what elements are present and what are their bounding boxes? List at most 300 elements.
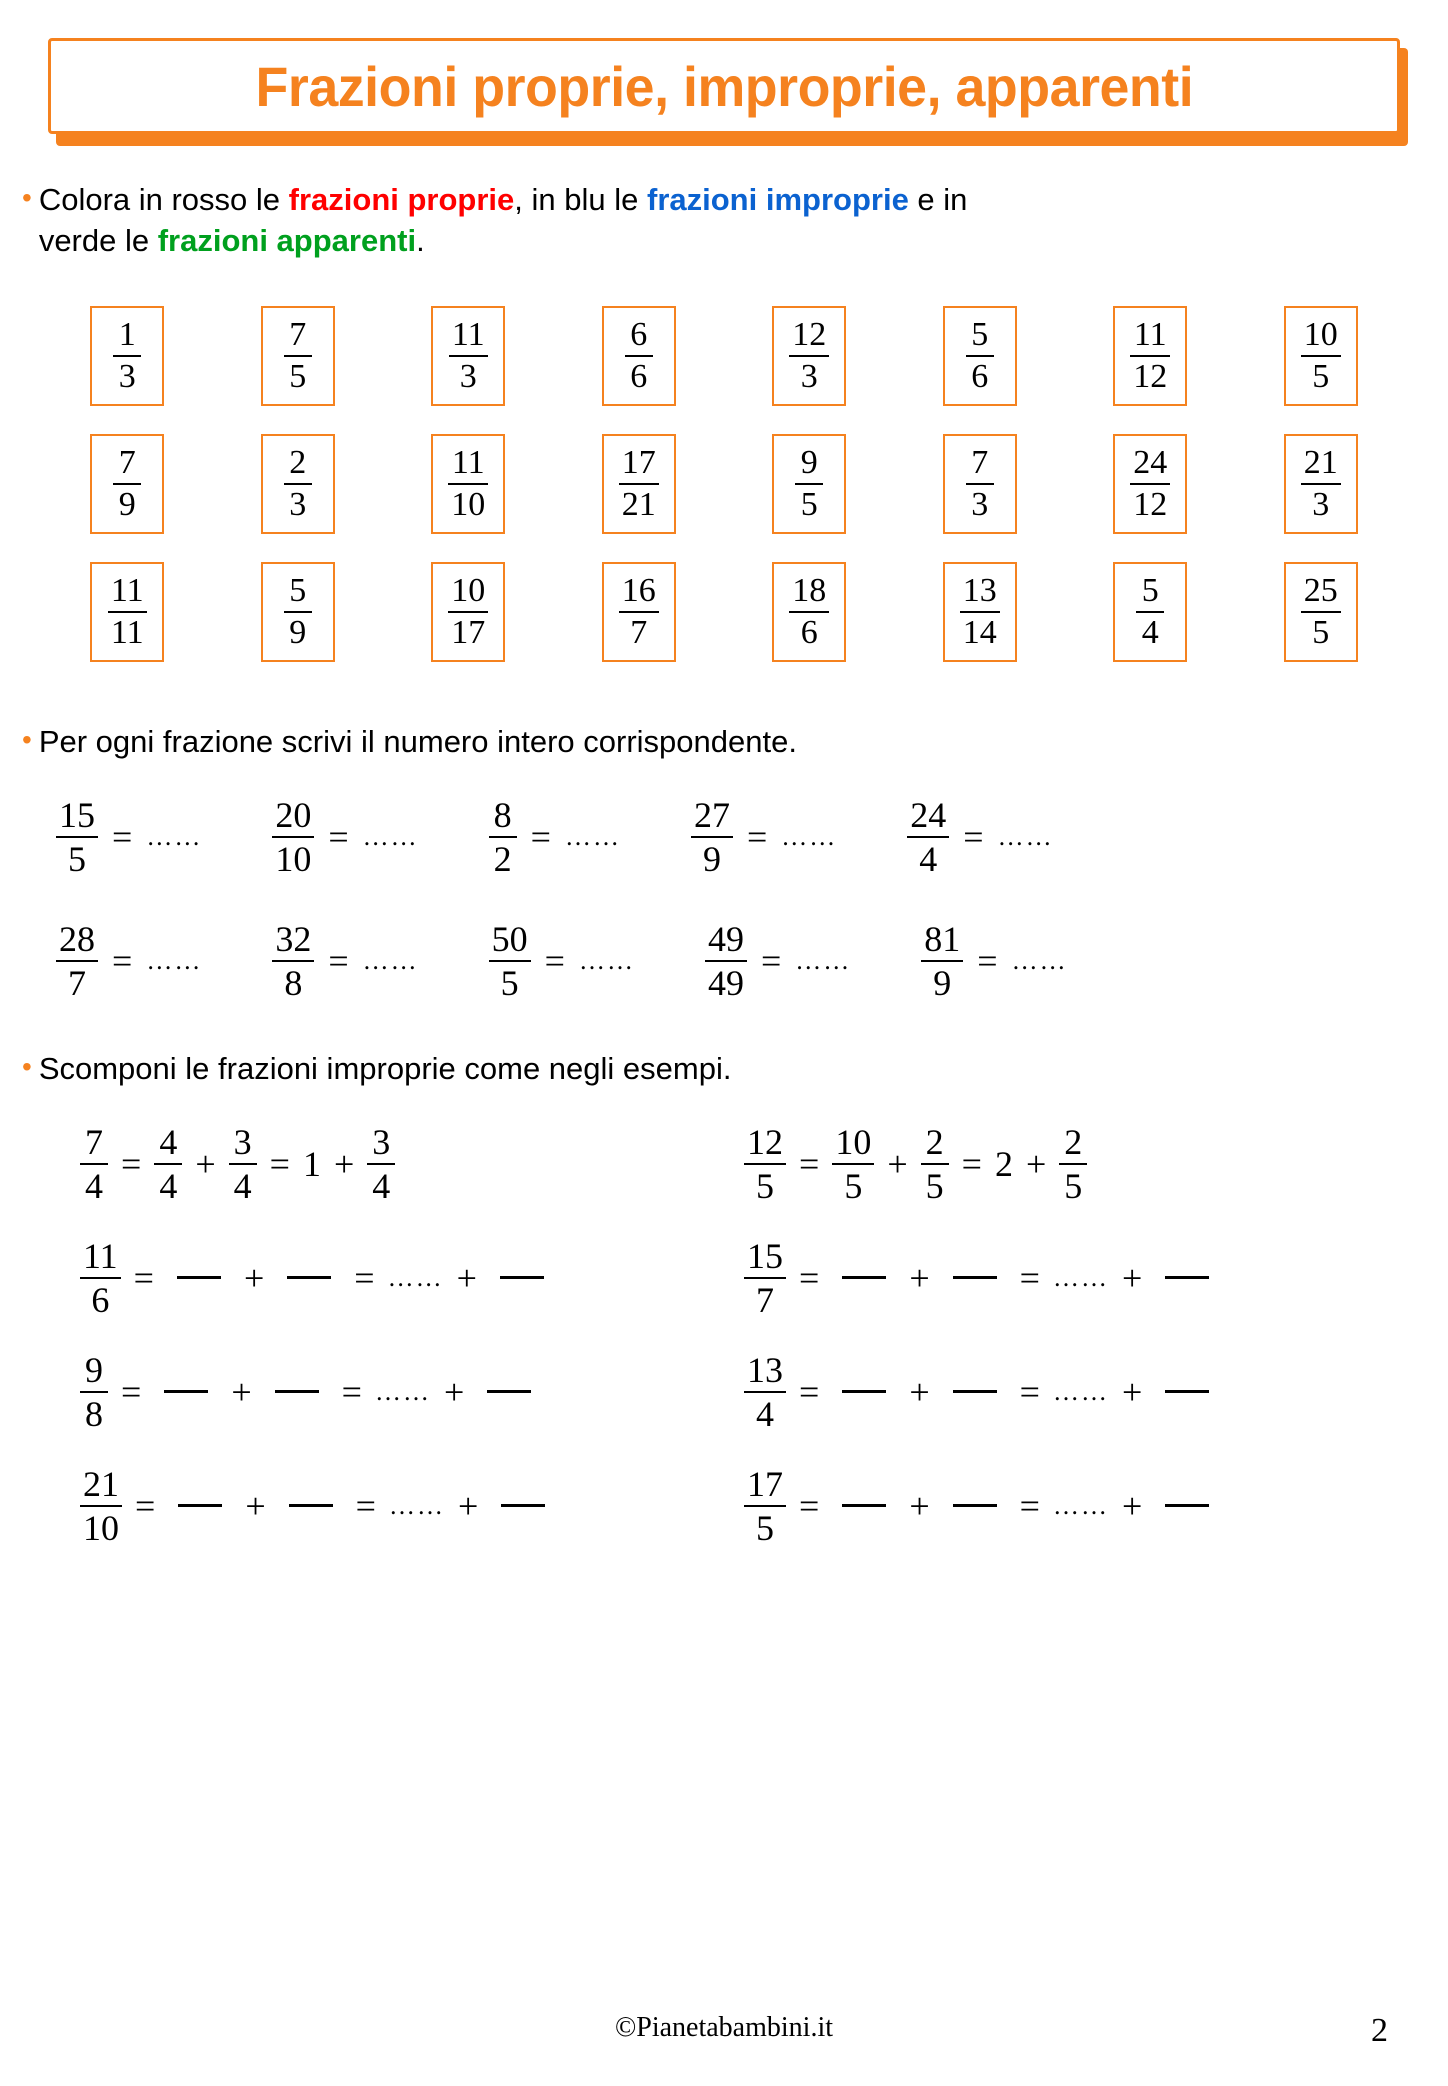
fraction-bar (744, 1391, 786, 1393)
equals-sign: = (328, 940, 349, 981)
bullet-icon: • (22, 1050, 32, 1082)
fraction-numerator: 13 (962, 571, 997, 609)
fraction-denominator: 4 (372, 1165, 391, 1206)
equals-sign: = (341, 1371, 362, 1412)
fraction-box[interactable] (602, 562, 676, 662)
exercise2-item (489, 794, 621, 879)
decomposition-example-row (80, 1121, 744, 1206)
fraction-box[interactable] (1284, 562, 1358, 662)
equals-sign: = (799, 1371, 820, 1412)
fraction-denominator: 9 (118, 485, 136, 523)
equals-sign: = (760, 940, 782, 981)
fraction-denominator: 9 (933, 962, 952, 1003)
fraction (489, 794, 517, 879)
decomposition-example-row (744, 1121, 1408, 1206)
fraction-bar (921, 1163, 949, 1165)
answer-blank[interactable]: …… (1011, 945, 1068, 975)
fraction-bar (113, 355, 141, 357)
plus-sign: + (1121, 1485, 1143, 1526)
equals-sign: = (112, 940, 133, 981)
footer-credit: ©Pianetabambini.it (614, 2012, 833, 2043)
fraction-denominator: 4 (919, 838, 938, 879)
fraction-box[interactable] (602, 306, 676, 406)
fraction-denominator: 6 (630, 357, 648, 395)
fraction (56, 918, 98, 1003)
blank-whole-number[interactable]: …… (1052, 1262, 1109, 1292)
fraction (272, 794, 314, 879)
fraction-box[interactable] (772, 562, 846, 662)
exercise2-item (489, 918, 635, 1003)
fraction-bar (907, 836, 949, 838)
fraction-bar (154, 1163, 182, 1165)
blank-fraction-2[interactable] (275, 1390, 319, 1393)
exercise1-instruction (22, 180, 1362, 262)
page-number: 2 (1371, 2012, 1388, 2049)
blank-whole-number[interactable]: …… (387, 1262, 444, 1292)
fraction (113, 443, 141, 523)
fraction (832, 1121, 874, 1206)
fraction-box[interactable] (431, 562, 505, 662)
answer-blank[interactable]: …… (781, 821, 838, 851)
answer-blank[interactable]: …… (362, 821, 419, 851)
fraction (448, 571, 488, 651)
instr1-proprie: frazioni proprie (288, 182, 515, 217)
exercise2-row (56, 794, 1448, 879)
fraction (80, 1235, 121, 1320)
bullet-icon: • (22, 182, 32, 213)
fraction-bar (489, 960, 531, 962)
fraction-numerator: 2 (925, 1121, 944, 1162)
fraction-bar (1130, 483, 1170, 485)
fraction-denominator: 7 (68, 962, 86, 1003)
fraction (619, 443, 659, 523)
exercise2-row (56, 918, 1448, 1003)
equals-sign: = (354, 1257, 375, 1298)
fraction (1136, 571, 1164, 651)
fraction-bar (367, 1163, 395, 1165)
fraction (449, 315, 488, 395)
exercise2-item (705, 918, 852, 1003)
answer-blank[interactable]: …… (578, 945, 635, 975)
fraction-denominator: 4 (1141, 613, 1159, 651)
fraction (284, 315, 312, 395)
fraction-bar (1136, 611, 1164, 613)
instr1-improprie: frazioni improprie (647, 182, 909, 217)
fraction-bar (744, 1505, 786, 1507)
fraction-box[interactable] (1284, 434, 1358, 534)
blank-whole-number[interactable]: …… (1052, 1490, 1109, 1520)
fraction-numerator: 32 (275, 918, 312, 959)
fraction-bar (789, 355, 829, 357)
equals-sign: = (328, 816, 349, 857)
exercise2-rows (0, 794, 1448, 1003)
fraction-denominator: 5 (756, 1165, 774, 1206)
fraction (744, 1121, 786, 1206)
equals-sign: = (530, 816, 551, 857)
fraction-denominator: 10 (275, 838, 312, 879)
fraction-denominator: 7 (756, 1279, 774, 1320)
instr1-part8: . (416, 222, 425, 258)
fraction-box[interactable] (1113, 306, 1187, 406)
blank-fraction-3[interactable] (487, 1390, 531, 1393)
equals-sign: = (1019, 1371, 1040, 1412)
plus-sign: + (231, 1371, 252, 1412)
fraction-numerator: 1 (118, 315, 136, 353)
fraction-denominator: 12 (1133, 357, 1168, 395)
footer (0, 2012, 1448, 2044)
fraction-bar (705, 960, 747, 962)
fraction (960, 571, 1000, 651)
fraction (1301, 315, 1341, 395)
fraction-denominator: 4 (756, 1393, 774, 1434)
fraction (921, 1121, 949, 1206)
decomposition-blank-row (80, 1463, 744, 1548)
fraction-box-grid (42, 306, 1406, 662)
fraction-denominator: 5 (1312, 613, 1330, 651)
fraction-bar (795, 483, 823, 485)
blank-fraction-3[interactable] (1165, 1390, 1209, 1393)
decomposition-grid (80, 1121, 1408, 1548)
fraction (1059, 1121, 1087, 1206)
fraction-numerator: 10 (835, 1121, 872, 1162)
fraction-denominator: 5 (1064, 1165, 1083, 1206)
fraction (284, 571, 312, 651)
fraction (1301, 571, 1341, 651)
instr1-apparenti: frazioni apparenti (157, 222, 417, 258)
fraction (619, 571, 659, 651)
fraction-numerator: 18 (792, 571, 827, 609)
fraction (744, 1235, 786, 1320)
fraction-box[interactable] (943, 562, 1017, 662)
fraction-bar (966, 355, 994, 357)
plus-sign: + (333, 1143, 355, 1184)
fraction-denominator: 3 (118, 357, 136, 395)
fraction-bar (284, 355, 312, 357)
exercise2-instruction-text: Per ogni frazione scrivi il numero intero corrispondente. (38, 723, 797, 759)
blank-whole-number[interactable]: …… (1052, 1376, 1109, 1406)
instr1-part5: e in (908, 182, 968, 217)
instr1-part1: Colora in rosso le (38, 182, 289, 217)
decomposition-blank-row (80, 1349, 744, 1434)
fraction-bar (489, 836, 517, 838)
fraction-denominator: 11 (110, 613, 144, 651)
fraction-bar (960, 611, 1000, 613)
fraction (966, 315, 994, 395)
fraction-bar (789, 611, 829, 613)
equals-sign: = (977, 940, 998, 981)
plus-sign: + (909, 1371, 930, 1412)
fraction-box[interactable] (90, 562, 164, 662)
fraction-bar (284, 611, 312, 613)
fraction-bar (56, 960, 98, 962)
fraction-bar (80, 1505, 122, 1507)
blank-fraction-1[interactable] (842, 1276, 886, 1279)
fraction (80, 1463, 122, 1548)
plus-sign: + (195, 1143, 216, 1184)
fraction-box[interactable] (772, 306, 846, 406)
fraction-numerator: 12 (747, 1121, 783, 1162)
fraction-bar (744, 1163, 786, 1165)
equals-sign: = (746, 816, 768, 857)
fraction-denominator: 5 (844, 1165, 863, 1206)
plus-sign: + (443, 1371, 465, 1412)
fraction-bar (284, 483, 312, 485)
fraction-box[interactable] (90, 434, 164, 534)
fraction-denominator: 6 (800, 613, 818, 651)
fraction-denominator: 5 (1312, 357, 1330, 395)
fraction-numerator: 5 (971, 315, 989, 353)
blank-fraction-2[interactable] (953, 1276, 997, 1279)
fraction (489, 918, 531, 1003)
fraction-numerator: 12 (792, 315, 827, 353)
blank-fraction-1[interactable] (164, 1390, 208, 1393)
instr1-part3: , in blu le (514, 182, 647, 217)
plus-sign: + (909, 1485, 930, 1526)
instr1-part6: verde le (38, 222, 158, 258)
fraction-denominator: 8 (85, 1393, 103, 1434)
fraction-box[interactable] (943, 306, 1017, 406)
exercise2-instruction (22, 722, 1362, 763)
fraction-numerator: 2 (289, 443, 307, 481)
blank-fraction-1[interactable] (842, 1390, 886, 1393)
answer-blank[interactable]: …… (795, 945, 852, 975)
fraction-denominator: 5 (289, 357, 307, 395)
blank-fraction-2[interactable] (953, 1390, 997, 1393)
fraction-numerator: 7 (118, 443, 136, 481)
fraction-bar (619, 611, 659, 613)
fraction-bar (229, 1163, 257, 1165)
fraction-numerator: 10 (451, 571, 486, 609)
fraction-bar (625, 355, 653, 357)
exercise2-item (56, 794, 203, 879)
fraction-numerator: 13 (747, 1349, 783, 1390)
answer-blank[interactable]: …… (362, 945, 419, 975)
fraction (56, 794, 98, 879)
fraction-bar (921, 960, 963, 962)
fraction-denominator: 5 (756, 1507, 774, 1548)
fraction (448, 443, 488, 523)
fraction-box[interactable] (602, 434, 676, 534)
fraction-denominator: 4 (233, 1165, 252, 1206)
fraction-bar (619, 483, 659, 485)
fraction-bar (832, 1163, 874, 1165)
whole-number: 2 (994, 1143, 1013, 1184)
equals-sign: = (963, 816, 984, 857)
fraction-numerator: 25 (1303, 571, 1338, 609)
equals-sign: = (799, 1143, 820, 1184)
fraction-numerator: 10 (1303, 315, 1338, 353)
equals-sign: = (133, 1257, 154, 1298)
fraction-box[interactable] (261, 562, 335, 662)
blank-whole-number[interactable]: …… (374, 1376, 431, 1406)
fraction-box[interactable] (943, 434, 1017, 534)
whole-number: 1 (302, 1143, 321, 1184)
fraction-numerator: 17 (621, 443, 656, 481)
fraction-denominator: 2 (493, 838, 512, 879)
blank-fraction-3[interactable] (1165, 1276, 1209, 1279)
fraction-numerator: 15 (59, 794, 95, 835)
fraction-numerator: 11 (83, 1235, 118, 1276)
fraction-bar (1301, 483, 1341, 485)
fraction-denominator: 10 (451, 485, 486, 523)
fraction-numerator: 27 (693, 794, 730, 835)
fraction-numerator: 21 (1303, 443, 1338, 481)
fraction-bar (448, 611, 488, 613)
plus-sign: + (245, 1485, 266, 1526)
fraction-denominator: 3 (800, 357, 818, 395)
fraction-bar (449, 355, 488, 357)
fraction-denominator: 21 (621, 485, 656, 523)
blank-fraction-2[interactable] (953, 1504, 997, 1507)
fraction-bar (1301, 611, 1341, 613)
fraction (705, 918, 747, 1003)
fraction-denominator: 5 (925, 1165, 944, 1206)
blank-fraction-3[interactable] (501, 1504, 545, 1507)
fraction-denominator: 9 (289, 613, 307, 651)
fraction-numerator: 81 (924, 918, 961, 959)
fraction-denominator: 7 (630, 613, 648, 651)
exercise3-instruction (22, 1049, 1362, 1090)
fraction-denominator: 49 (707, 962, 744, 1003)
exercise1-instruction-text (39, 180, 968, 262)
equals-sign: = (135, 1485, 156, 1526)
fraction-numerator: 3 (372, 1121, 391, 1162)
decomposition-blank-row (744, 1235, 1408, 1320)
exercise2-item (272, 918, 419, 1003)
equals-sign: = (544, 940, 565, 981)
blank-fraction-1[interactable] (842, 1504, 886, 1507)
blank-fraction-2[interactable] (289, 1504, 333, 1507)
plus-sign: + (909, 1257, 930, 1298)
fraction-denominator: 5 (500, 962, 519, 1003)
fraction-numerator: 11 (110, 571, 144, 609)
fraction-denominator: 12 (1133, 485, 1168, 523)
fraction (625, 315, 653, 395)
exercise3-instruction-text: Scomponi le frazioni improprie come negli esempi. (38, 1050, 732, 1086)
fraction (80, 1121, 108, 1206)
fraction-denominator: 3 (459, 357, 477, 395)
answer-blank[interactable]: …… (146, 821, 203, 851)
fraction-numerator: 49 (707, 918, 744, 959)
fraction-box[interactable] (1113, 562, 1187, 662)
fraction-numerator: 8 (493, 794, 512, 835)
fraction-denominator: 6 (91, 1279, 110, 1320)
fraction-box[interactable] (1284, 306, 1358, 406)
fraction (113, 315, 141, 395)
fraction-denominator: 8 (284, 962, 303, 1003)
fraction-bar (80, 1391, 108, 1393)
fraction-box[interactable] (261, 434, 335, 534)
blank-fraction-1[interactable] (177, 1276, 221, 1279)
fraction (272, 918, 314, 1003)
fraction-box[interactable] (90, 306, 164, 406)
fraction (80, 1349, 108, 1434)
fraction (744, 1463, 786, 1548)
exercise2-item (921, 918, 1068, 1003)
fraction-numerator: 11 (1133, 315, 1167, 353)
fraction-box[interactable] (431, 306, 505, 406)
blank-fraction-2[interactable] (287, 1276, 331, 1279)
fraction-numerator: 24 (910, 794, 947, 835)
answer-blank[interactable]: …… (997, 821, 1054, 851)
plus-sign: + (1121, 1371, 1143, 1412)
fraction-numerator: 2 (1064, 1121, 1083, 1162)
fraction-box[interactable] (772, 434, 846, 534)
fraction-box[interactable] (1113, 434, 1187, 534)
blank-whole-number[interactable]: …… (388, 1490, 445, 1520)
fraction-numerator: 21 (83, 1463, 119, 1504)
fraction (795, 443, 823, 523)
fraction-denominator: 10 (83, 1507, 119, 1548)
decomposition-blank-row (744, 1349, 1408, 1434)
fraction (108, 571, 147, 651)
fraction-box[interactable] (431, 434, 505, 534)
fraction-numerator: 11 (451, 315, 485, 353)
fraction-numerator: 7 (971, 443, 989, 481)
fraction-bar (744, 1277, 786, 1279)
plus-sign: + (243, 1257, 265, 1298)
fraction-bar (1059, 1163, 1087, 1165)
blank-fraction-3[interactable] (1165, 1504, 1209, 1507)
fraction-numerator: 3 (233, 1121, 252, 1162)
answer-blank[interactable]: …… (146, 945, 203, 975)
answer-blank[interactable]: …… (564, 821, 621, 851)
exercise2-item (691, 794, 838, 879)
fraction-numerator: 17 (747, 1463, 783, 1504)
fraction-denominator: 4 (159, 1165, 178, 1206)
equals-sign: = (355, 1485, 376, 1526)
plus-sign: + (1025, 1143, 1047, 1184)
fraction-numerator: 24 (1133, 443, 1168, 481)
exercise2-item (272, 794, 419, 879)
fraction (154, 1121, 182, 1206)
blank-fraction-3[interactable] (500, 1276, 544, 1279)
exercise2-item (907, 794, 1054, 879)
fraction-denominator: 3 (1312, 485, 1330, 523)
page-title: Frazioni proprie, improprie, apparenti (255, 54, 1193, 118)
fraction (691, 794, 733, 879)
fraction-bar (272, 960, 314, 962)
fraction-numerator: 20 (275, 794, 312, 835)
fraction (229, 1121, 257, 1206)
fraction (789, 571, 829, 651)
fraction-numerator: 5 (1141, 571, 1159, 609)
fraction-bar (80, 1163, 108, 1165)
fraction-numerator: 4 (159, 1121, 178, 1162)
fraction (921, 918, 963, 1003)
fraction (789, 315, 829, 395)
plus-sign: + (1121, 1257, 1143, 1298)
fraction-bar (272, 836, 314, 838)
fraction-numerator: 50 (491, 918, 528, 959)
blank-fraction-1[interactable] (178, 1504, 222, 1507)
fraction-box[interactable] (261, 306, 335, 406)
fraction-numerator: 6 (630, 315, 648, 353)
fraction-denominator: 4 (85, 1165, 103, 1206)
equals-sign: = (799, 1485, 820, 1526)
decomposition-blank-row (744, 1463, 1408, 1548)
fraction (966, 443, 994, 523)
equals-sign: = (121, 1371, 142, 1412)
fraction (1130, 443, 1170, 523)
decomposition-blank-row (80, 1235, 744, 1320)
equals-sign: = (269, 1143, 290, 1184)
bullet-icon: • (22, 723, 32, 755)
fraction (907, 794, 949, 879)
fraction-bar (448, 483, 488, 485)
fraction-bar (1130, 355, 1170, 357)
fraction (284, 443, 312, 523)
